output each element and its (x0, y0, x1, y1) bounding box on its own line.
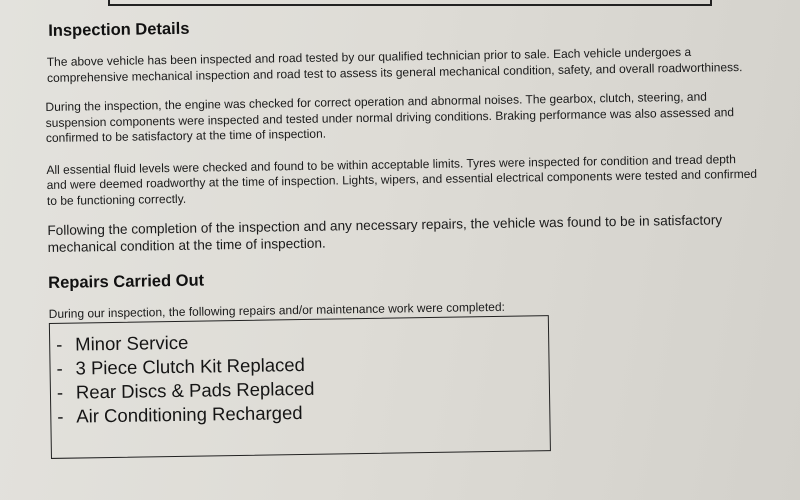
inspection-paragraph-3: All essential fluid levels were checked and found to be within acceptable limits. Tyres were inspected for condition and tread depth and were deemed roadworthy at the time of inspection. Lights, wipers, and essential electrical components were tested and confirmed to be functioning correctly. (46, 151, 758, 208)
repairs-intro: During our inspection, the following repairs and/or maintenance work were completed: (48, 299, 506, 321)
repair-item-text: Minor Service (75, 331, 189, 355)
inspection-paragraph-1: The above vehicle has been inspected and road tested by our qualified technician prior to sale. Each vehicle undergoes a comprehensive mechanical inspection and road test to assess its general mechanical condition, safety, and overall roadworthiness. (46, 44, 743, 85)
inspection-details-heading: Inspection Details (48, 19, 190, 40)
list-bullet: - (56, 381, 64, 403)
repairs-heading: Repairs Carried Out (48, 271, 205, 292)
repairs-list-box (49, 315, 551, 459)
repair-item-text: Air Conditioning Recharged (76, 401, 303, 427)
list-bullet: - (56, 333, 63, 355)
list-bullet: - (56, 357, 63, 379)
inspection-paragraph-4: Following the completion of the inspection and any necessary repairs, the vehicle was found to be in satisfactory mechanical condition at the time of inspection. (47, 212, 723, 255)
document-content (44, 3, 763, 459)
list-bullet: - (57, 405, 64, 427)
repair-item-text: 3 Piece Clutch Kit Replaced (75, 353, 306, 379)
inspection-paragraph-2: During the inspection, the engine was checked for correct operation and abnormal noises. The gearbox, clutch, steering, and suspension components were inspected and tested under normal driving conditions. Braking performance was also assessed and confirmed to be satisfactory at the time of inspection. (45, 89, 735, 145)
repair-item-text: Rear Discs & Pads Replaced (75, 377, 315, 403)
